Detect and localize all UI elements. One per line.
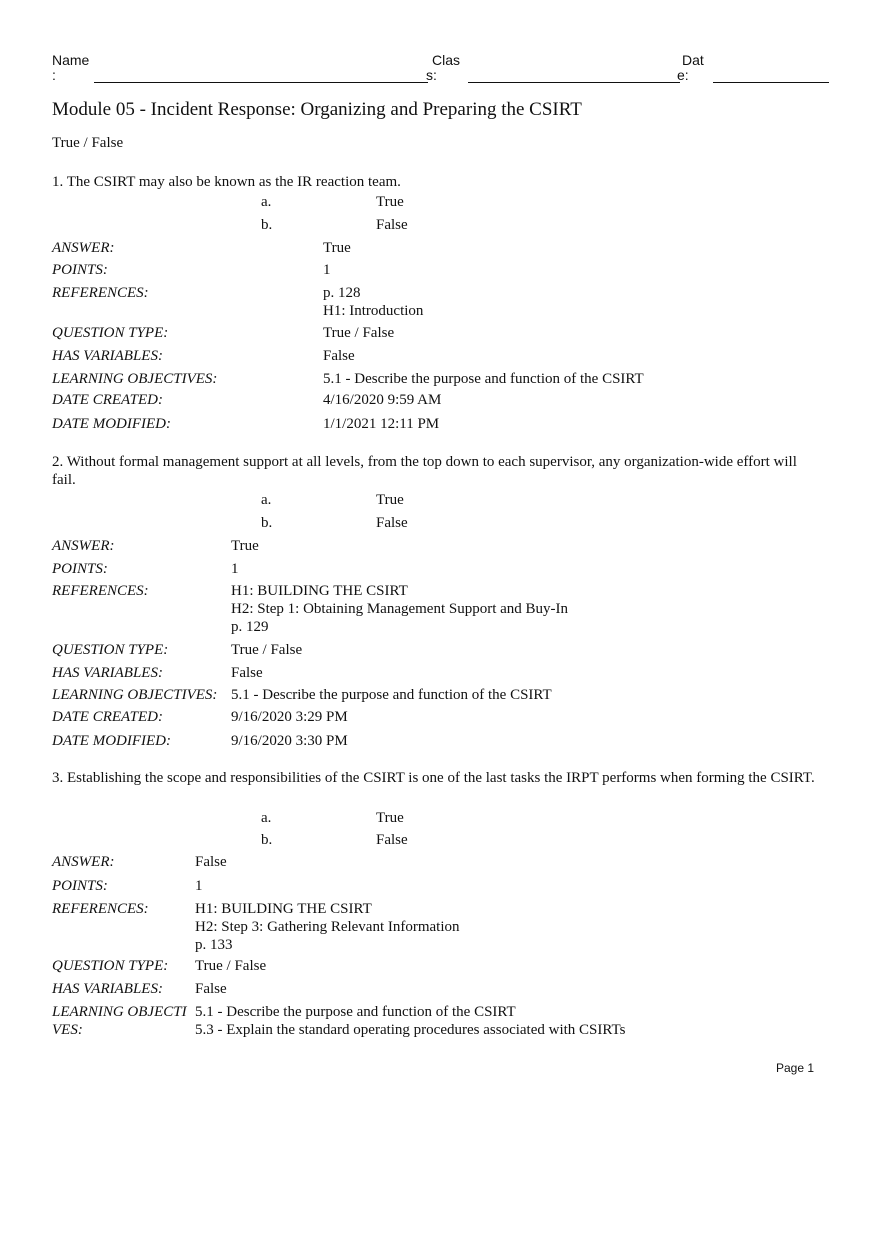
q1-date-modified-label: DATE MODIFIED: <box>52 416 171 432</box>
q3-reference-2: H2: Step 3: Gathering Relevant Information <box>195 919 460 935</box>
q1-date-created-value: 4/16/2020 9:59 AM <box>323 392 442 408</box>
q2-question-type-label: QUESTION TYPE: <box>52 642 169 658</box>
q2-answer-value: True <box>231 538 259 554</box>
q2-learning-objectives-value: 5.1 - Describe the purpose and function of the CSIRT <box>231 687 552 703</box>
q1-question-type-label: QUESTION TYPE: <box>52 325 169 341</box>
q2-reference-1: H1: BUILDING THE CSIRT <box>231 583 408 599</box>
q1-references-value <box>323 284 423 320</box>
q1-has-variables-value: False <box>323 348 355 364</box>
q1-date-created-label: DATE CREATED: <box>52 392 163 408</box>
q2-points-value: 1 <box>231 561 239 577</box>
q3-learning-objectives-value <box>195 1003 625 1039</box>
q2-date-modified-value: 9/16/2020 3:30 PM <box>231 733 348 749</box>
q2-option-b-text: False <box>376 515 408 531</box>
date-label-line1: Dat <box>682 52 704 68</box>
name-label-line2: : <box>52 67 56 83</box>
q3-points-value: 1 <box>195 878 203 894</box>
date-label <box>677 53 704 83</box>
q2-date-created-label: DATE CREATED: <box>52 709 163 725</box>
q3-references-label: REFERENCES: <box>52 901 149 917</box>
q3-option-a-letter: a. <box>261 810 272 826</box>
q2-has-variables-value: False <box>231 665 263 681</box>
q1-answer-value: True <box>323 240 351 256</box>
q3-learning-objective-2: 5.3 - Explain the standard operating procedures associated with CSIRTs <box>195 1022 626 1038</box>
section-heading: True / False <box>52 135 124 151</box>
q3-points-label: POINTS: <box>52 878 108 894</box>
q1-references-label: REFERENCES: <box>52 285 149 301</box>
q2-date-modified-label: DATE MODIFIED: <box>52 733 171 749</box>
q1-question-type-value: True / False <box>323 325 395 341</box>
q1-reference-1: p. 128 <box>323 285 361 301</box>
q1-learning-objectives-value: 5.1 - Describe the purpose and function of the CSIRT <box>323 371 644 387</box>
q3-option-b-letter: b. <box>261 832 273 848</box>
class-label <box>426 53 460 83</box>
question-2-text: 2. Without formal management support at all levels, from the top down to each supervisor, any organization-wide effort will fail. <box>52 454 797 488</box>
question-3-text: 3. Establishing the scope and responsibilities of the CSIRT is one of the last tasks the IRPT performs when forming the CSIRT. <box>52 770 815 786</box>
q2-option-a-text: True <box>376 492 404 508</box>
q3-has-variables-label: HAS VARIABLES: <box>52 981 163 997</box>
q3-learning-objective-1: 5.1 - Describe the purpose and function of the CSIRT <box>195 1004 516 1020</box>
q1-option-a-letter: a. <box>261 194 272 210</box>
q2-question-type-value: True / False <box>231 642 303 658</box>
q3-reference-3: p. 133 <box>195 937 233 953</box>
q2-points-label: POINTS: <box>52 561 108 577</box>
q2-reference-3: p. 129 <box>231 619 269 635</box>
q3-question-type-value: True / False <box>195 958 267 974</box>
name-field[interactable] <box>94 82 428 83</box>
question-1-text: 1. The CSIRT may also be known as the IR reaction team. <box>52 174 401 190</box>
q1-has-variables-label: HAS VARIABLES: <box>52 348 163 364</box>
name-label <box>52 53 89 83</box>
date-field[interactable] <box>713 82 829 83</box>
q2-references-label: REFERENCES: <box>52 583 149 599</box>
q2-references-value <box>231 582 568 636</box>
class-label-line2: s: <box>426 67 437 83</box>
q1-date-modified-value: 1/1/2021 12:11 PM <box>323 416 440 432</box>
class-field[interactable] <box>468 82 680 83</box>
q3-answer-value: False <box>195 854 227 870</box>
q1-points-label: POINTS: <box>52 262 108 278</box>
q3-option-b-text: False <box>376 832 408 848</box>
q3-option-a-text: True <box>376 810 404 826</box>
class-label-line1: Clas <box>432 52 461 68</box>
q3-reference-1: H1: BUILDING THE CSIRT <box>195 901 372 917</box>
q2-date-created-value: 9/16/2020 3:29 PM <box>231 709 348 725</box>
q3-learning-objectives-label-line2: VES: <box>52 1022 83 1038</box>
q3-has-variables-value: False <box>195 981 227 997</box>
q2-answer-label: ANSWER: <box>52 538 115 554</box>
q1-option-a-text: True <box>376 194 404 210</box>
q1-reference-2: H1: Introduction <box>323 303 424 319</box>
q1-option-b-text: False <box>376 217 408 233</box>
date-label-line2: e: <box>677 67 689 83</box>
q2-reference-2: H2: Step 1: Obtaining Management Support and Buy-In <box>231 601 569 617</box>
q2-option-b-letter: b. <box>261 515 273 531</box>
name-label-line1: Name <box>52 52 90 68</box>
page-number: Page 1 <box>776 1061 815 1075</box>
q3-learning-objectives-label-line1: LEARNING OBJECTI <box>52 1004 187 1020</box>
q1-answer-label: ANSWER: <box>52 240 115 256</box>
q2-learning-objectives-label: LEARNING OBJECTIVES: <box>52 687 218 703</box>
q2-option-a-letter: a. <box>261 492 272 508</box>
q1-points-value: 1 <box>323 262 331 278</box>
q3-references-value <box>195 900 460 954</box>
page-title: Module 05 - Incident Response: Organizing and Preparing the CSIRT <box>52 99 582 120</box>
q3-answer-label: ANSWER: <box>52 854 115 870</box>
q1-option-b-letter: b. <box>261 217 273 233</box>
q3-learning-objectives-label <box>52 1003 187 1039</box>
q3-question-type-label: QUESTION TYPE: <box>52 958 169 974</box>
q1-learning-objectives-label: LEARNING OBJECTIVES: <box>52 371 218 387</box>
q2-has-variables-label: HAS VARIABLES: <box>52 665 163 681</box>
